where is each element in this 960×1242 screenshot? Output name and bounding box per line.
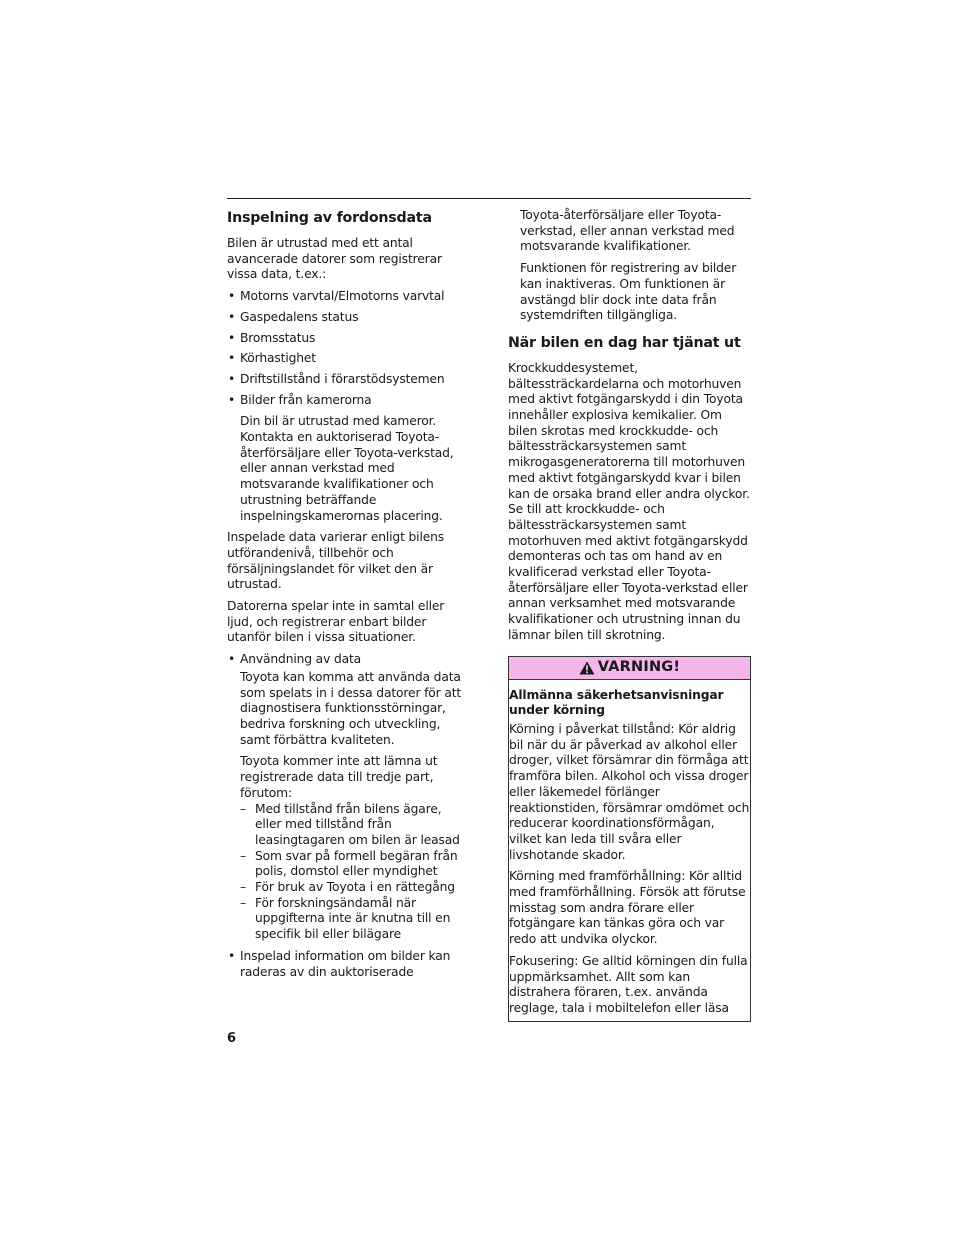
bullet: •	[228, 351, 236, 366]
left-column	[227, 208, 467, 986]
warning-box	[508, 656, 751, 1022]
section-heading-end-of-life: När bilen en dag har tjänat ut	[508, 334, 741, 351]
bullet: •	[228, 309, 236, 324]
list-item: – För bruk av Toyota i en rättegång	[240, 880, 455, 895]
data-variation-paragraph: Inspelade data varierar enligt bilens utförandenivå, tillbehör och försäljningslandet för vilket den är utrustad.	[227, 530, 445, 592]
warning-header	[509, 657, 750, 680]
usage-list	[227, 652, 467, 668]
page-number: 6	[227, 1031, 237, 1046]
warning-paragraph-focus: Fokusering: Ge alltid körningen din fulla uppmärksamhet. Allt som kan distrahera föraren, t.ex. använda reglage, tala i mobiltelefon eller läsa	[509, 953, 748, 1015]
warning-body	[509, 680, 750, 1021]
right-column	[508, 208, 751, 1022]
section-heading-vehicle-data: Inspelning av fordonsdata	[227, 210, 432, 226]
usage-paragraph-2: Toyota kommer inte att lämna ut registrerade data till tredje part, förutom:	[240, 754, 438, 800]
list-item: • Gaspedalens status	[228, 309, 359, 324]
dash: –	[240, 895, 246, 910]
bullet: •	[228, 330, 236, 345]
list-item: • Körhastighet	[228, 351, 316, 366]
image-erase-list	[227, 949, 467, 980]
dash: –	[240, 801, 246, 816]
recorded-data-list	[227, 289, 467, 408]
list-item: – Med tillstånd från bilens ägare, eller med tillstånd från leasingtagaren om bilen är leasad	[240, 801, 460, 847]
end-of-life-paragraph: Krockkuddesystemet, bältessträckardelarna och motorhuven med aktivt fotgängarskydd i din Toyota innehåller explosiva kemikalier. Om bilen skrotas med krockkudde- och bältessträckarsystemen samt mikrogasgeneratorerna till motorhuven med aktivt fotgängarskydd kvar i bilen kan de orsaka brand eller andra olyckor. Se till att krockkudde- och bältessträckarsystemen samt motorhuven med aktivt fotgängarskydd demonteras och tas om hand av en kvalificerad verkstad eller Toyota-återförsäljare eller Toyota-verkstad eller annan verksamhet med motsvarande kvalifikationer och utrustning innan du lämnar bilen till skrotning.	[508, 360, 750, 642]
list-item: • Driftstillstånd i förarstödsystemen	[228, 371, 445, 386]
warning-subtitle: Allmänna säkerhetsanvisningar under körning	[509, 687, 724, 718]
top-rule	[227, 198, 751, 199]
exceptions-list	[227, 802, 467, 943]
bullet: •	[228, 289, 236, 304]
list-item: • Bilder från kamerorna	[228, 392, 372, 407]
bullet: •	[228, 392, 236, 407]
warning-triangle-icon	[579, 661, 595, 675]
list-item: • Användning av data	[228, 652, 362, 667]
list-item: • Motorns varvtal/Elmotorns varvtal	[228, 289, 445, 304]
list-item: • Bromsstatus	[228, 330, 316, 345]
dash: –	[240, 848, 246, 863]
continued-paragraph-1: Toyota-återförsäljare eller Toyota-verkstad, eller annan verkstad med motsvarande kvalifikationer.	[520, 208, 735, 254]
warning-paragraph-defensive: Körning med framförhållning: Kör alltid med framförhållning. Försök att förutse misstag som andra förare eller fotgängare kan tänkas göra och var redo att undvika olyckor.	[509, 869, 746, 947]
continued-paragraph-2: Funktionen för registrering av bilder kan inaktiveras. Om funktionen är avstängd blir dock inte data från systemdriften tillgängliga.	[520, 261, 737, 323]
intro-paragraph: Bilen är utrustad med ett antal avancerade datorer som registrerar vissa data, t.ex.:	[227, 236, 442, 282]
list-item: • Inspelad information om bilder kan raderas av din auktoriserade	[228, 948, 451, 979]
warning-paragraph-impaired: Körning i påverkat tillstånd: Kör aldrig bil när du är påverkad av alkohol eller droger, vilket försämrar din förmåga att framföra bilen. Alkohol och vissa droger eller läkemedel förlänger reaktionstiden, försämrar omdömet och reducerar koordinationsförmågan, vilket kan leda till svåra eller livshotande skador.	[509, 721, 750, 862]
bullet: •	[228, 371, 236, 386]
bullet: •	[228, 948, 236, 963]
no-audio-paragraph: Datorerna spelar inte in samtal eller ljud, och registrerar enbart bilder utanför bilen i vissa situationer.	[227, 599, 445, 645]
list-item: – Som svar på formell begäran från polis, domstol eller myndighet	[240, 848, 458, 879]
bullet: •	[228, 652, 236, 667]
usage-paragraph-1: Toyota kan komma att använda data som spelats in i dessa datorer för att diagnostisera funktionsstörningar, bedriva forskning och utveckling, samt förbättra kvaliteten.	[240, 669, 462, 747]
list-item: – För forskningsändamål när uppgifterna inte är knutna till en specifik bil eller bilägare	[240, 895, 451, 942]
dash: –	[240, 880, 246, 895]
warning-title: VARNING!	[597, 658, 681, 675]
camera-paragraph: Din bil är utrustad med kameror. Kontakta en auktoriserad Toyota-återförsäljare eller Toyota-verkstad, eller annan verkstad med motsvarande kvalifikationer och utrustning beträffande inspelningskamerornas placering.	[240, 414, 454, 523]
